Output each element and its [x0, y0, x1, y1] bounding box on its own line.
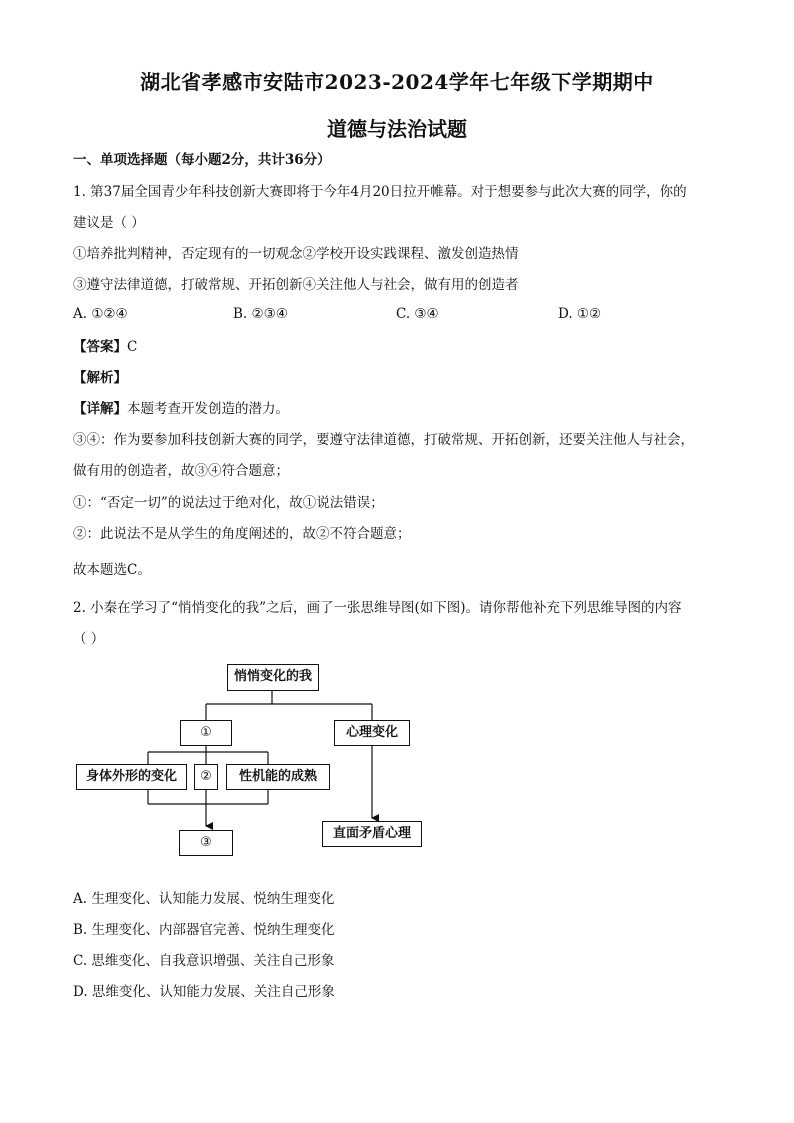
q1-option-a: A. ①②④ — [73, 306, 128, 322]
q2-option-c: C. 思维变化、自我意识增强、关注自己形象 — [73, 953, 335, 969]
q1-conclusion: 故本题选C。 — [73, 562, 151, 578]
q2-stem-line2: （ ） — [73, 631, 105, 647]
q2-option-d: D. 思维变化、认知能力发展、关注自己形象 — [73, 984, 335, 1000]
node-body-change: 身体外形的变化 — [76, 764, 187, 790]
node-psych-change: 心理变化 — [334, 720, 410, 746]
answer-label: 【答案】 — [73, 339, 127, 355]
q1-stem-line2: 建议是（ ） — [73, 215, 145, 231]
q1-explanation-line1: ③④：作为要参加科技创新大赛的同学，要遵守法律道德，打破常规、开拓创新，还要关注他人与社会， — [73, 432, 694, 448]
answer-value: C — [127, 339, 138, 355]
q1-explanation-line4: ②：此说法不是从学生的角度阐述的，故②不符合题意； — [73, 526, 411, 542]
node-1: ① — [180, 720, 232, 746]
node-sex-maturity: 性机能的成熟 — [226, 764, 330, 790]
q1-option-d: D. ①② — [558, 306, 602, 322]
node-face-contradiction: 直面矛盾心理 — [322, 821, 422, 847]
detail-text: 本题考查开发创造的潜力。 — [127, 401, 289, 417]
q1-stem-line1: 1. 第37届全国青少年科技创新大赛即将于今年4月20日拉开帷幕。对于想要参与此次大赛的同学，你的 — [73, 184, 687, 200]
q1-explanation-line3: ①：“否定一切”的说法过于绝对化，故①说法错误； — [73, 495, 384, 511]
detail-label: 【详解】 — [73, 401, 127, 417]
q1-detail — [73, 399, 289, 419]
exam-subtitle: 道德与法治试题 — [327, 117, 467, 141]
node-2: ② — [194, 764, 218, 790]
section-heading: 一、单项选择题（每小题2分，共计36分） — [73, 152, 331, 168]
q1-explanation-line2: 做有用的创造者，故③④符合题意； — [73, 463, 289, 479]
q1-answer — [73, 337, 137, 357]
q1-item-line1: ①培养批判精神，否定现有的一切观念②学校开设实践课程、激发创造热情 — [73, 246, 519, 262]
q2-stem-line1: 2. 小秦在学习了“悄悄变化的我”之后，画了一张思维导图(如下图)。请你帮他补充下列思维导图的内容 — [73, 600, 682, 616]
q1-option-b: B. ②③④ — [233, 306, 288, 322]
q1-analysis-label: 【解析】 — [73, 370, 127, 386]
node-root: 悄悄变化的我 — [227, 664, 319, 691]
q1-option-c: C. ③④ — [396, 306, 439, 322]
q1-item-line2: ③遵守法律道德，打破常规、开拓创新④关注他人与社会，做有用的创造者 — [73, 277, 519, 293]
exam-title: 湖北省孝感市安陆市2023-2024学年七年级下学期期中 — [140, 70, 654, 94]
q2-option-a: A. 生理变化、认知能力发展、悦纳生理变化 — [73, 891, 335, 907]
q2-option-b: B. 生理变化、内部器官完善、悦纳生理变化 — [73, 922, 335, 938]
node-3: ③ — [179, 830, 233, 856]
